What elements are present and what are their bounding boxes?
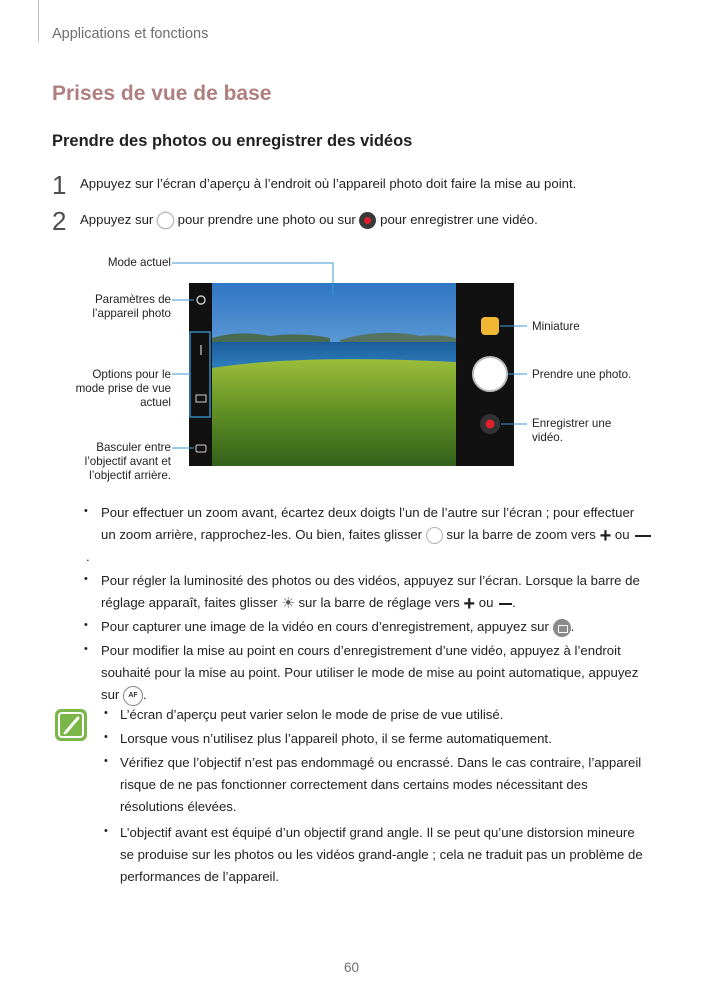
plus-icon: + <box>599 524 612 547</box>
bullet-4 <box>101 640 638 706</box>
zoom-handle-icon <box>426 527 443 544</box>
plus-icon: + <box>463 592 476 615</box>
note-icon <box>54 708 88 742</box>
section-subtitle: Prendre des photos ou enregistrer des vidéos <box>52 132 413 150</box>
note-dot: • <box>104 825 108 837</box>
bullet-1-line: Pour effectuer un zoom avant, écartez deux doigts l’un de l’autre sur l’écran ; pour effectuer <box>101 505 635 520</box>
bullet-4-line: Pour modifier la mise au point en cours d’enregistrement d’une vidéo, appuyez à l’endroit <box>101 643 621 658</box>
note-2-line: Lorsque vous n’utilisez plus l’appareil photo, il se ferme automatiquement. <box>120 731 552 746</box>
note-3-line: risque de ne pas fonctionner correctement dans certains modes nécessitant des <box>120 777 588 792</box>
note-1-line: L’écran d’aperçu peut varier selon le mode de prise de vue utilisé. <box>120 707 504 722</box>
note-4-line: se produise sur les photos ou les vidéos grand-angle ; cela ne traduit pas un problème de <box>120 847 643 862</box>
label-settings-line: l’appareil photo <box>92 307 171 320</box>
label-options-line: Options pour le <box>92 368 171 381</box>
brightness-icon: ☀ <box>281 594 295 612</box>
note-3 <box>120 752 641 818</box>
step-number-1: 1 <box>52 170 67 200</box>
bullet-4-part: . <box>142 687 147 702</box>
label-current-mode: Mode actuel <box>107 256 171 269</box>
bullet-2-line: Pour régler la luminosité des photos ou des vidéos, appuyez sur l’écran. Lorsque la barre de <box>101 573 640 588</box>
bullet-2-part: . <box>512 595 516 610</box>
note-4 <box>120 822 643 888</box>
step-2-part-c: pour enregistrer une vidéo. <box>376 212 538 227</box>
bullet-dot: • <box>84 619 88 631</box>
page-title: Prises de vue de base <box>52 82 272 105</box>
preview-grass <box>212 359 456 466</box>
note-4-line: L’objectif avant est équipé d’un objectif grand angle. Il se peut qu’une distorsion mineure <box>120 825 635 840</box>
bullet-2-part: sur la barre de réglage vers <box>294 595 464 610</box>
bullet-4-part: sur <box>101 687 123 702</box>
bullet-dot: • <box>84 505 88 517</box>
section-header: Applications et fonctions <box>52 26 209 42</box>
note-3-line: résolutions élevées. <box>120 799 237 814</box>
note-4-line: performances de l’appareil. <box>120 869 280 884</box>
bullet-2-line <box>101 592 640 614</box>
step-2-part-b: pour prendre une photo ou sur <box>173 212 360 227</box>
label-switch-line: l’objectif arrière. <box>89 469 171 482</box>
record-button[interactable] <box>486 420 495 429</box>
bullet-1-part: ou <box>611 527 634 542</box>
shutter-icon <box>157 212 174 229</box>
note-dot: • <box>104 755 108 767</box>
note-2 <box>120 728 552 750</box>
margin-rule <box>38 0 39 42</box>
bullet-1-part: un zoom arrière, rapprochez-les. Ou bien, faites glisser <box>101 527 426 542</box>
minus-icon <box>635 535 651 537</box>
bullet-1-line: . <box>86 549 90 564</box>
label-settings-line: Paramètres de <box>94 293 171 306</box>
note-3-line: Vérifiez que l’objectif n’est pas endommagé ou encrassé. Dans le cas contraire, l’appareil <box>120 755 642 770</box>
record-icon <box>359 212 376 229</box>
capture-icon <box>553 619 571 637</box>
label-options-line: mode prise de vue <box>75 382 171 395</box>
label-switch-line: l’objectif avant et <box>84 455 171 468</box>
bullet-4-line <box>101 684 638 706</box>
bullet-4-line: souhaité pour la mise au point. Pour utiliser le mode de mise au point automatique, appuyez <box>101 665 639 680</box>
label-record <box>532 417 611 445</box>
bullet-3-part: Pour capturer une image de la vidéo en cours d’enregistrement, appuyez sur <box>101 619 553 634</box>
step-text-1: Appuyez sur l’écran d’aperçu à l’endroit où l’appareil photo doit faire la mise au point. <box>80 176 577 191</box>
step-text-2 <box>80 212 538 229</box>
take-photo-button[interactable] <box>473 357 507 391</box>
label-switch-line: Basculer entre <box>96 441 171 454</box>
step-2-part-a: Appuyez sur <box>80 212 157 227</box>
step-number-2: 2 <box>52 206 67 236</box>
note-1 <box>120 704 503 726</box>
bullet-2 <box>101 570 640 614</box>
thumbnail-icon[interactable] <box>481 317 499 335</box>
page-number: 60 <box>343 960 360 975</box>
bullet-dot: • <box>84 643 88 655</box>
label-record-line: Enregistrer une <box>532 417 612 430</box>
label-record-line: vidéo. <box>532 431 563 444</box>
label-settings <box>92 293 171 321</box>
bullet-2-part: réglage apparaît, faites glisser <box>101 595 282 610</box>
note-dot: • <box>104 731 108 743</box>
note-dot: • <box>104 707 108 719</box>
minus-icon <box>499 603 512 605</box>
label-options <box>76 368 171 410</box>
label-options-line: actuel <box>140 396 171 409</box>
autofocus-icon: AF <box>123 686 143 706</box>
bullet-1 <box>86 502 651 568</box>
bullet-dot: • <box>84 573 88 585</box>
bullet-1-part: sur la barre de zoom vers <box>442 527 600 542</box>
bullet-2-part: ou <box>475 595 498 610</box>
label-switch <box>85 441 171 483</box>
bullet-3 <box>101 616 574 638</box>
bullet-1-line <box>101 524 651 546</box>
label-take-photo: Prendre une photo. <box>532 368 632 381</box>
bullet-3-part: . <box>570 619 575 634</box>
label-thumbnail: Miniature <box>532 320 580 333</box>
